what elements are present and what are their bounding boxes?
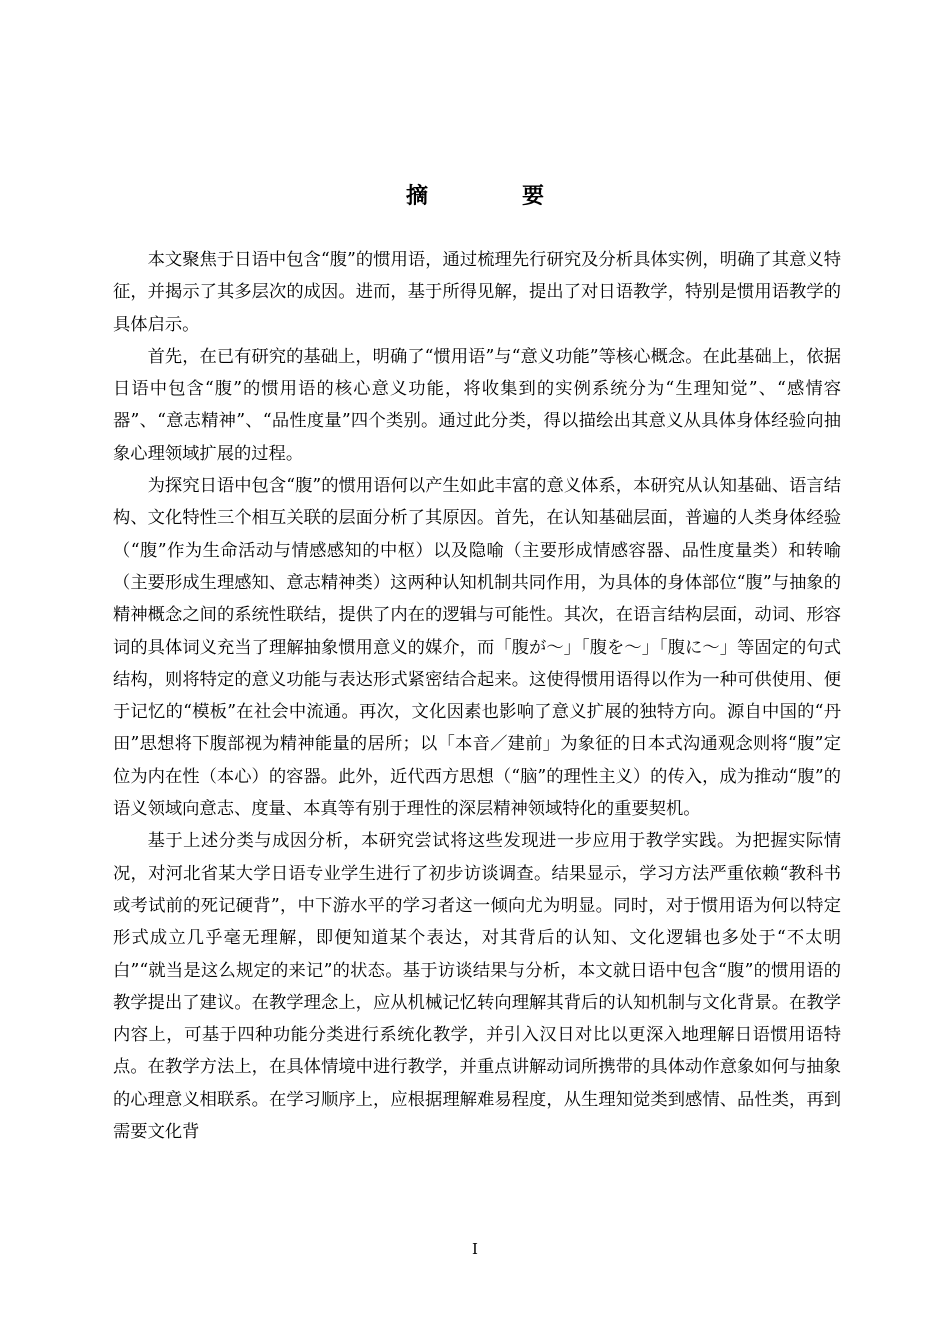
paragraph-3: 为探究日语中包含“腹”的惯用语何以产生如此丰富的意义体系，本研究从认知基础、语言结构、文化特性三个相互关联的层面分析了其原因。首先，在认知基础层面，普遍的人类身体经验（“腹”作为生命活动与情感感知的中枢）以及隐喻（主要形成情感容器、品性度量类）和转喻（主要形成生理感知、意志精神类）这两种认知机制共同作用，为具体的身体部位“腹”与抽象的精神概念之间的系统性联结，提供了内在的逻辑与可能性。其次，在语言结构层面，动词、形容词的具体词义充当了理解抽象惯用意义的媒介，而「腹が～」「腹を～」「腹に～」等固定的句式结构，则将特定的意义功能与表达形式紧密结合起来。这使得惯用语得以作为一种可供使用、便于记忆的“模板”在社会中流通。再次，文化因素也影响了意义扩展的独特方向。源自中国的“丹田”思想将下腹部视为精神能量的居所；以「本音／建前」为象征的日本式沟通观念则将“腹”定位为内在性（本心）的容器。此外，近代西方思想（“脑”的理性主义）的传入，成为推动“腹”的语义领域向意志、度量、本真等有别于理性的深层精神领域特化的重要契机。 bbox=[113, 476, 841, 820]
page-title: 摘 要 bbox=[405, 183, 580, 209]
paragraph-1: 本文聚焦于日语中包含“腹”的惯用语，通过梳理先行研究及分析具体实例，明确了其意义特征，并揭示了其多层次的成因。进而，基于所得见解，提出了对日语教学，特别是惯用语教学的具体启示。 bbox=[113, 250, 841, 335]
paragraph-2: 首先，在已有研究的基础上，明确了“惯用语”与“意义功能”等核心概念。在此基础上，依据日语中包含“腹”的惯用语的核心意义功能，将收集到的实例系统分为“生理知觉”、“感情容器”、“意志精神”、“品性度量”四个类别。通过此分类，得以描绘出其意义从具体身体经验向抽象心理领域扩展的过程。 bbox=[113, 346, 841, 464]
abstract-body bbox=[113, 244, 841, 1148]
page-number: I bbox=[472, 1240, 478, 1258]
paragraph-4: 基于上述分类与成因分析，本研究尝试将这些发现进一步应用于教学实践。为把握实际情况，对河北省某大学日语专业学生进行了初步访谈调查。结果显示，学习方法严重依赖“教科书或考试前的死记硬背”，中下游水平的学习者这一倾向尤为明显。同时，对于惯用语为何以特定形式成立几乎毫无理解，即便知道某个表达，对其背后的认知、文化逻辑也多处于“不太明白”“就当是这么规定的来记”的状态。基于访谈结果与分析，本文就日语中包含“腹”的惯用语的教学提出了建议。在教学理念上，应从机械记忆转向理解其背后的认知机制与文化背景。在教学内容上，可基于四种功能分类进行系统化教学，并引入汉日对比以更深入地理解日语惯用语特点。在教学方法上，在具体情境中进行教学，并重点讲解动词所携带的具体动作意象如何与抽象的心理意义相联系。在学习顺序上，应根据理解难易程度，从生理知觉类到感情、品性类，再到需要文化背 bbox=[113, 831, 841, 1143]
